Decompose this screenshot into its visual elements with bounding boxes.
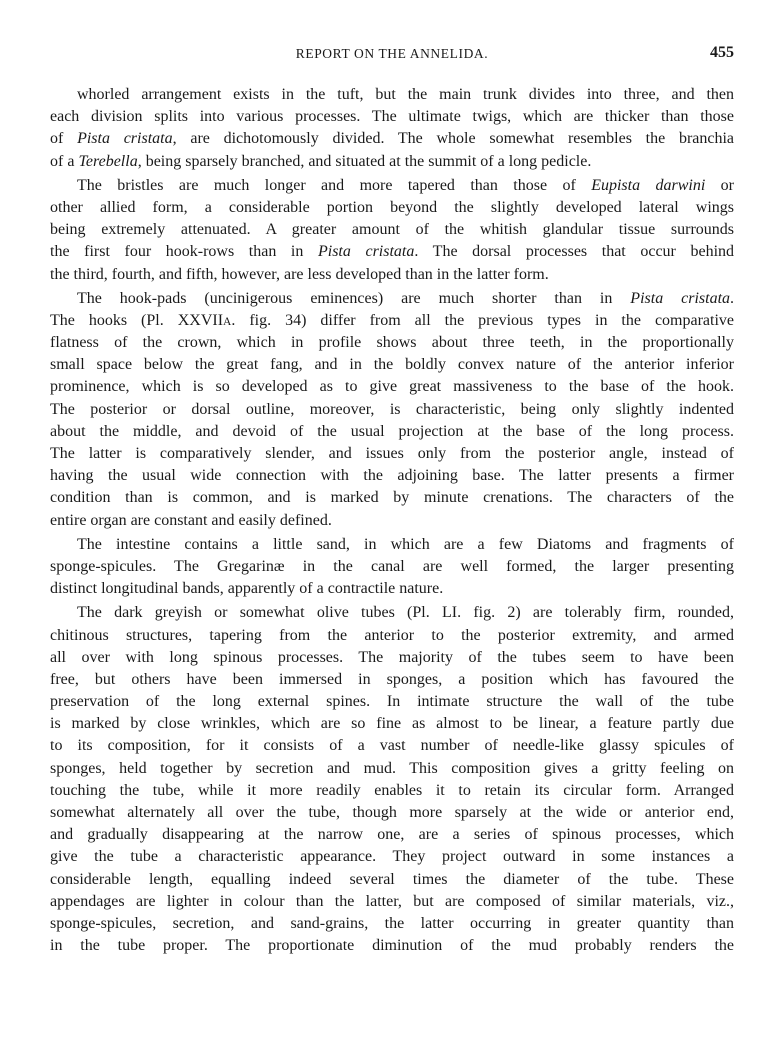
text-line: about the middle, and devoid of the usual projection at the base of the long process.	[50, 422, 734, 440]
text-line: being extremely attenuated. A greater amount of the whitish glandular tissue surrounds	[50, 221, 734, 239]
text-line: somewhat alternately all over the tube, though more sparsely at the wide or anterior end,	[50, 804, 734, 821]
text-line: sponge-spicules. The Gregarinæ in the canal are well formed, the larger presenting	[50, 557, 734, 575]
text-line: the first four hook-rows than in Pista cristata. The dorsal processes that occur behind	[50, 243, 735, 261]
text-line: touching the tube, while it more readily enables it to retain its circular form. Arranged	[50, 781, 734, 799]
small-caps-text: A	[223, 315, 232, 328]
text-line: The hooks (Pl. XXVIIA. fig. 34) differ from all the previous types in the comparative	[50, 311, 735, 329]
running-title: REPORT ON THE ANNELIDA.	[295, 46, 489, 61]
text-line: each division splits into various processes. The ultimate twigs, which are thicker than those	[50, 108, 734, 126]
text-line: The intestine contains a little sand, in which are a few Diatoms and fragments of	[77, 535, 734, 553]
paragraph	[50, 288, 734, 532]
text-line: The posterior or dorsal outline, moreover, is characteristic, being only slightly indented	[50, 400, 734, 418]
running-header	[50, 44, 734, 64]
text-line: The dark greyish or somewhat olive tubes (Pl. LI. fig. 2) are tolerably firm, rounded,	[77, 604, 734, 622]
text-line: whorled arrangement exists in the tuft, but the main trunk divides into three, and then	[77, 86, 734, 103]
text-line: and gradually disappearing at the narrow one, are a series of spinous processes, which	[50, 826, 734, 844]
text-line: having the usual wide connection with the adjoining base. The latter presents a firmer	[50, 467, 734, 485]
text-line: sponge-spicules, secretion, and sand-grains, the latter occurring in greater quantity than	[50, 914, 734, 932]
text-line: condition than is common, and is marked by minute crenations. The characters of the	[50, 489, 734, 507]
text-line: The hook-pads (uncinigerous eminences) are much shorter than in Pista cristata.	[77, 289, 735, 307]
text-line: to its composition, for it consists of a vast number of needle-like glassy spicules of	[50, 737, 734, 755]
text-line: flatness of the crown, which in profile shows about three teeth, in the proportionally	[50, 334, 734, 352]
italic-taxon-name: Pista cristata	[630, 289, 731, 307]
text-line: give the tube a characteristic appearance. They project outward in some instances a	[50, 848, 734, 866]
paragraph	[50, 602, 734, 957]
text-line: of Pista cristata, are dichotomously divided. The whole somewhat resembles the branchia	[50, 130, 735, 148]
text-line: the third, fourth, and fifth, however, are less developed than in the latter form.	[50, 265, 549, 283]
text-line: of a Terebella, being sparsely branched, and situated at the summit of a long pedicle.	[50, 152, 592, 170]
text-line: is marked by close wrinkles, which are so fine as almost to be linear, a feature partly due	[50, 715, 734, 733]
paragraph	[50, 175, 734, 286]
italic-taxon-name: Eupista darwini	[591, 176, 706, 194]
text-line: sponges, held together by secretion and mud. This composition gives a gritty feeling on	[50, 759, 734, 777]
text-line: considerable length, equalling indeed several times the diameter of the tube. These	[50, 870, 734, 888]
paragraph	[50, 534, 734, 601]
text-line: chitinous structures, tapering from the anterior to the posterior extremity, and armed	[50, 626, 734, 644]
italic-taxon-name: Pista cristata	[317, 243, 415, 261]
text-line: The bristles are much longer and more tapered than those of Eupista darwini or	[77, 176, 735, 194]
text-line: other allied form, a considerable portion beyond the slightly developed lateral wings	[50, 198, 734, 216]
text-line: small space below the great fang, and in the boldly convex nature of the anterior inferior	[50, 356, 734, 374]
text-line: The latter is comparatively slender, and issues only from the posterior angle, instead of	[50, 445, 734, 462]
paragraph	[50, 84, 734, 173]
page-number: 455	[710, 44, 734, 61]
text-line: all over with long spinous processes. The majority of the tubes seem to have been	[50, 648, 734, 666]
text-line: distinct longitudinal bands, apparently of a contractile nature.	[50, 580, 444, 598]
italic-taxon-name: Pista cristata	[77, 130, 173, 148]
text-line: in the tube proper. The proportionate diminution of the mud probably renders the	[50, 937, 734, 955]
text-line: entire organ are constant and easily defined.	[50, 511, 332, 529]
text-line: prominence, which is so developed as to give great massiveness to the base of the hook.	[50, 378, 734, 396]
text-line: preservation of the long external spines. In intimate structure the wall of the tube	[50, 693, 734, 711]
body-text	[50, 84, 734, 957]
text-line: free, but others have been immersed in sponges, a position which has favoured the	[50, 670, 734, 688]
text-line: appendages are lighter in colour than the latter, but are composed of similar materials, viz.,	[50, 892, 734, 910]
italic-taxon-name: Terebella	[78, 152, 138, 170]
